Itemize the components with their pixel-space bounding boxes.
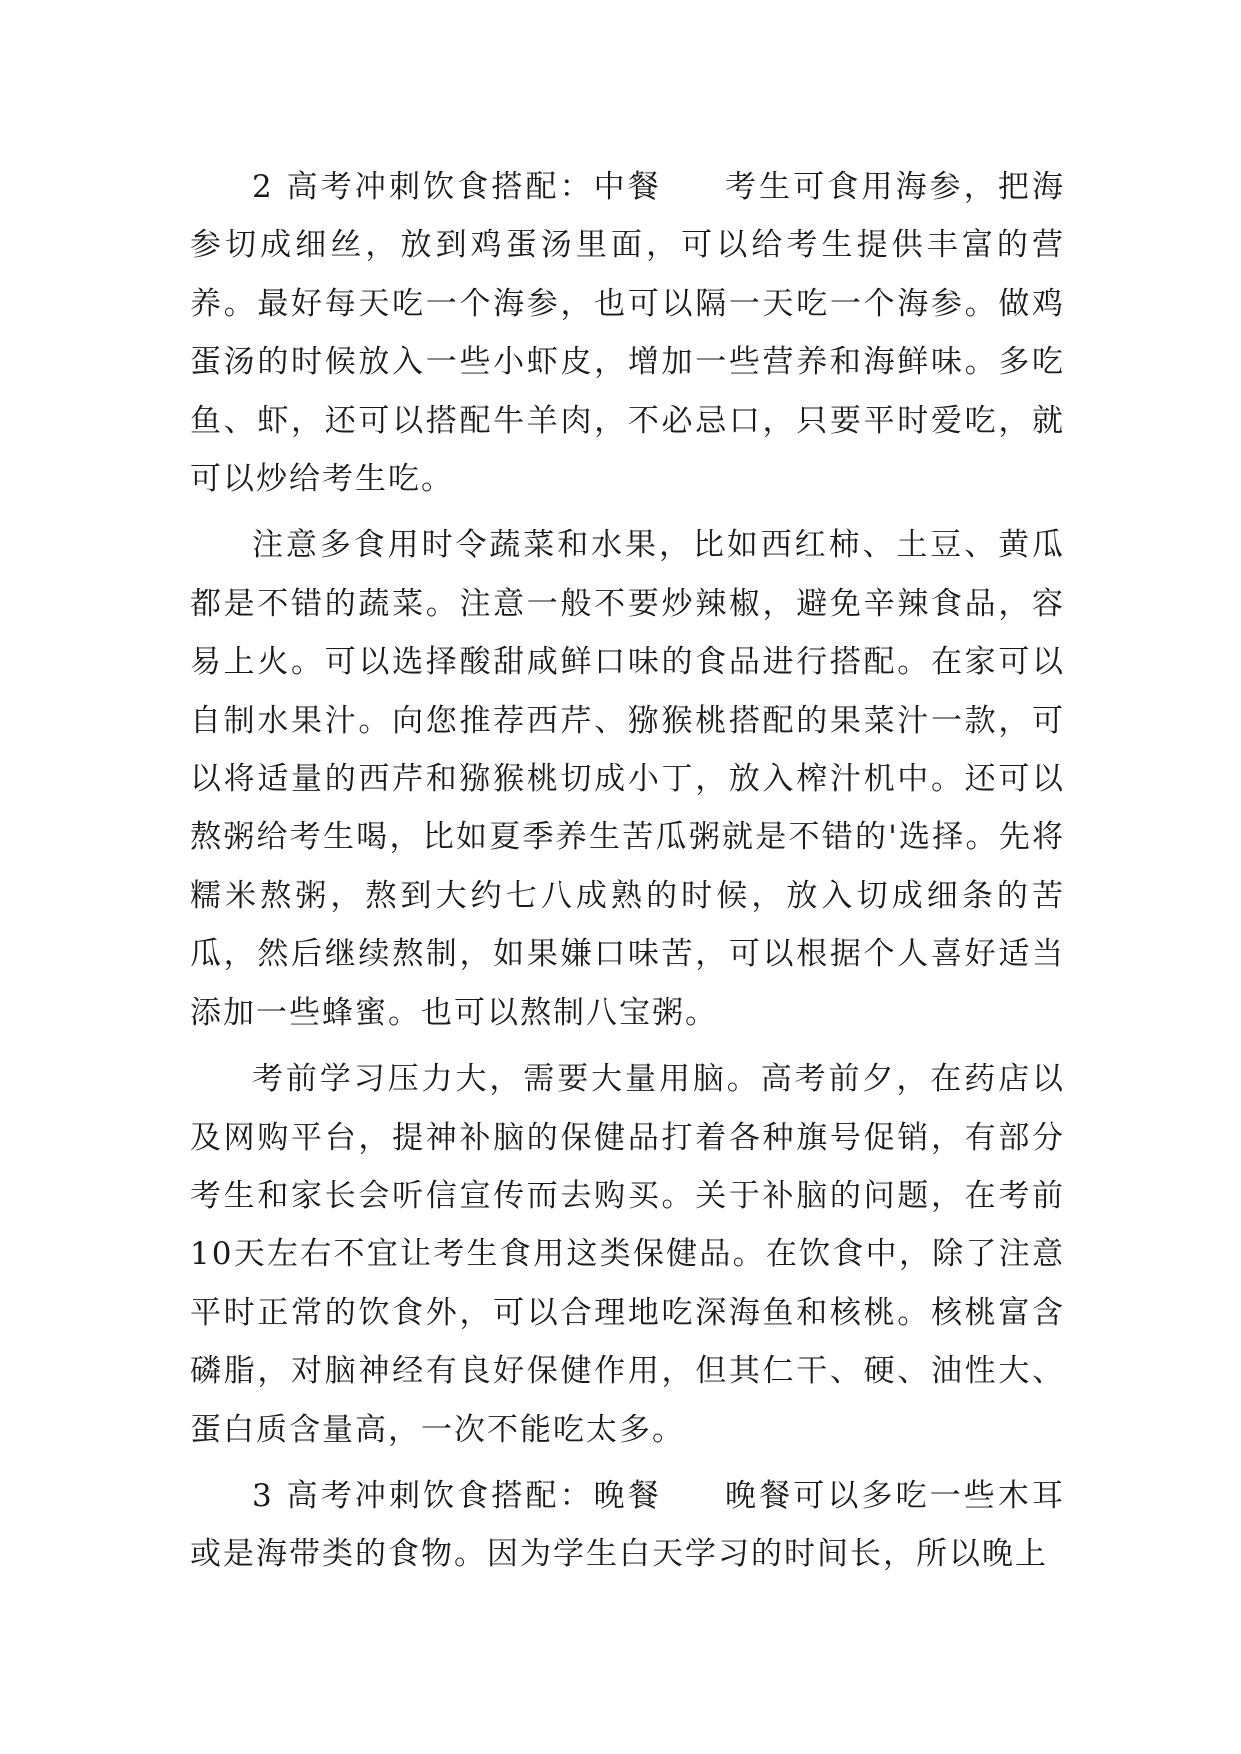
section-heading-dinner: 3 高考冲刺饮食搭配：晚餐 <box>252 1477 662 1514</box>
paragraph-text: 考前学习压力大，需要大量用脑。高考前夕，在药店以及网购平台，提神补脑的保健品打着各种旗号促销，有部分考生和家长会听信宣传而去购买。关于补脑的问题，在考前10天左右不宜让考生食用这类保健品。在饮食中，除了注意平时正常的饮食外，可以合理地吃深海鱼和核桃。核桃富含磷脂，对脑神经有良好保健作用，但其仁干、硬、油性大、蛋白质含量高，一次不能吃太多。 <box>190 1061 1065 1448</box>
paragraph-vegetables <box>190 516 1065 1042</box>
paragraph-text: 晚餐可以多吃一些木耳或是海带类的食物。因为学生白天学习的时间长，所以晚上 <box>190 1477 1066 1573</box>
section-heading-lunch: 2 高考冲刺饮食搭配：中餐 <box>252 169 662 205</box>
paragraph-text: 注意多食用时令蔬菜和水果，比如西红柿、土豆、黄瓜都是不错的蔬菜。注意一般不要炒辣椒，避免辛辣食品，容易上火。可以选择酸甜咸鲜口味的食品进行搭配。在家可以自制水果汁。向您推荐西芹、猕猴桃搭配的果菜汁一款，可以将适量的西芹和猕猴桃切成小丁，放入榨汁机中。还可以熬粥给考生喝，比如夏季养生苦瓜粥就是不错的'选择。先将糯米熬粥，熬到大约七八成熟的时候，放入切成细条的苦瓜，然后继续熬制，如果嫌口味苦，可以根据个人喜好适当添加一些蜂蜜。也可以熬制八宝粥。 <box>190 527 1065 1031</box>
paragraph-dinner <box>190 1467 1065 1584</box>
document-body <box>190 158 1065 1592</box>
paragraph-text: 考生可食用海参，把海参切成细丝，放到鸡蛋汤里面，可以给考生提供丰富的营养。最好每天吃一个海参，也可以隔一天吃一个海参。做鸡蛋汤的时候放入一些小虾皮，增加一些营养和海鲜味。多吃鱼、虾，还可以搭配牛羊肉，不必忌口，只要平时爱吃，就可以炒给考生吃。 <box>190 169 1066 498</box>
paragraph-lunch <box>190 158 1065 508</box>
paragraph-brain-food <box>190 1050 1065 1459</box>
